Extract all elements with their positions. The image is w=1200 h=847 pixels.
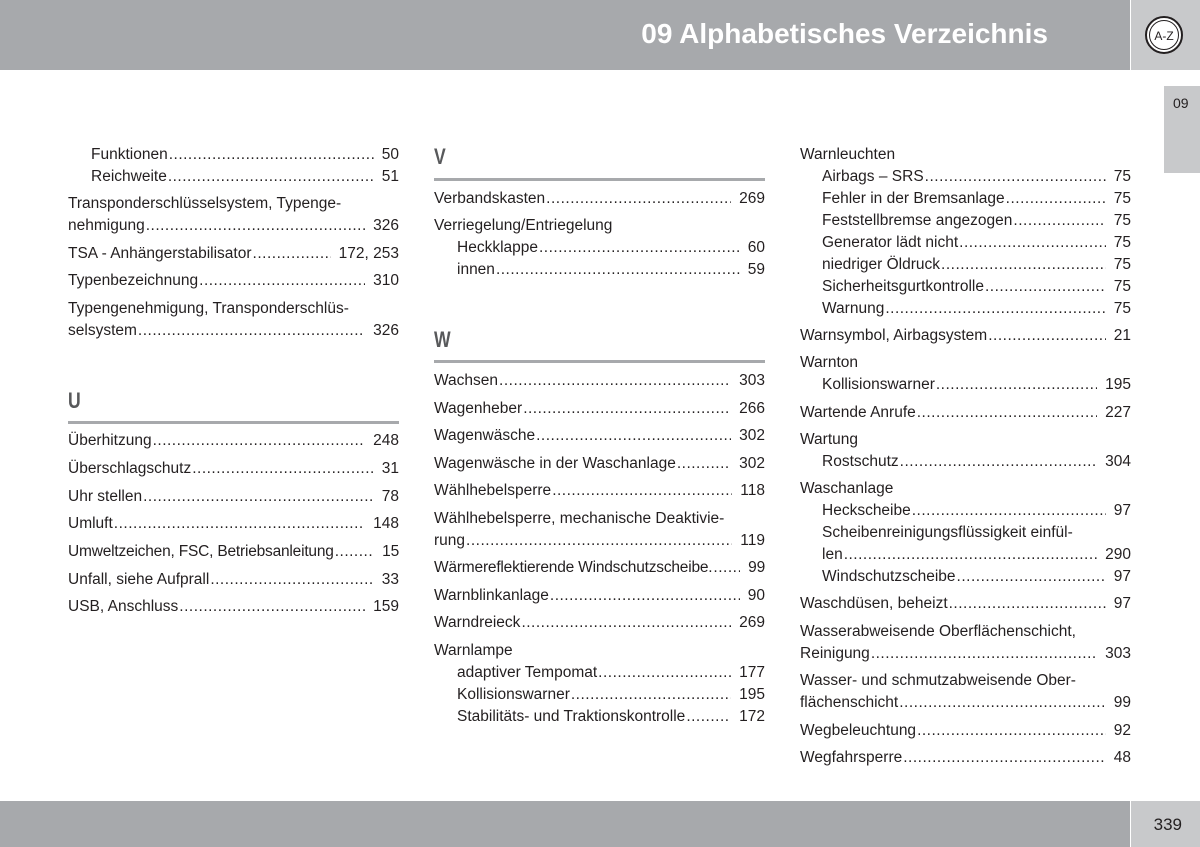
index-entry: Warnung ..... 75	[822, 298, 1131, 320]
index-entry: Wagenwäsche in der Waschanlage ..... 302	[434, 453, 765, 475]
index-entry: Reinigung ..... 303	[800, 643, 1131, 665]
chapter-tab	[1164, 86, 1200, 173]
index-entry: len ..... 290	[822, 544, 1131, 566]
page-number-box	[1131, 801, 1200, 847]
a-z-index-icon	[1144, 15, 1184, 55]
index-entry: Waschdüsen, beheizt ..... 97	[800, 593, 1131, 615]
index-entry-text: Scheibenreinigungsflüssigkeit einfül-	[822, 524, 1073, 541]
index-entry-text: Warnleuchten	[800, 146, 896, 163]
index-entry-text: Warnton	[800, 354, 859, 371]
page-number: 339	[1153, 815, 1182, 834]
index-entry: Unfall, siehe Aufprall ..... 33	[68, 569, 399, 591]
index-entry: nehmigung ..... 326	[68, 215, 399, 237]
index-entry: adaptiver Tempomat ..... 177	[457, 662, 765, 684]
section-letter-v: V	[434, 144, 446, 169]
index-entry: TSA - Anhängerstabilisator ..... 172, 253	[68, 243, 399, 265]
index-entry: Windschutzscheibe ..... 97	[822, 566, 1131, 588]
section-letter-w: W	[434, 327, 451, 352]
index-entry: Kollisionswarner ..... 195	[457, 684, 765, 706]
index-entry: Wegbeleuchtung ..... 92	[800, 720, 1131, 742]
index-entry: Airbags – SRS ..... 75	[822, 166, 1131, 188]
index-entry: Uhr stellen ..... 78	[68, 486, 399, 508]
index-entry: Rostschutz ..... 304	[822, 451, 1131, 473]
section-divider	[434, 178, 765, 181]
index-entry: niedriger Öldruck ..... 75	[822, 254, 1131, 276]
index-entry: Funktionen ..... 50	[91, 144, 399, 166]
page-footer	[0, 801, 1130, 847]
index-entry: Sicherheitsgurtkontrolle ..... 75	[822, 276, 1131, 298]
header-icon-box	[1131, 0, 1200, 70]
chapter-tab-label: 09	[1173, 95, 1189, 111]
index-entry: Warnblinkanlage ..... 90	[434, 585, 765, 607]
index-entry: Überhitzung ..... 248	[68, 430, 399, 452]
index-entry-text: Transponderschlüsselsystem, Typenge-	[68, 195, 342, 212]
index-entry-text: Wählhebelsperre, mechanische Deaktivie-	[434, 510, 725, 527]
index-entry: Reichweite ..... 51	[91, 166, 399, 188]
index-entry-text: Warnlampe	[434, 642, 513, 659]
index-entry: Wartende Anrufe ..... 227	[800, 402, 1131, 424]
index-entry-text: Verriegelung/Entriegelung	[434, 217, 613, 234]
index-entry-text: Wasserabweisende Oberflächenschicht,	[800, 623, 1076, 640]
index-entry: rung ..... 119	[434, 530, 765, 552]
index-entry: flächenschicht ..... 99	[800, 692, 1131, 714]
index-entry: Wagenheber ..... 266	[434, 398, 765, 420]
section-divider	[68, 421, 399, 424]
index-entry: Umweltzeichen, FSC, Betriebsanleitung ..... 15	[68, 541, 399, 563]
section-letter-u: U	[68, 388, 81, 413]
index-entry: Feststellbremse angezogen ..... 75	[822, 210, 1131, 232]
index-entry: Verbandskasten ..... 269	[434, 188, 765, 210]
index-entry: selsystem ..... 326	[68, 320, 399, 342]
index-entry: Generator lädt nicht ..... 75	[822, 232, 1131, 254]
index-entry: Wegfahrsperre ..... 48	[800, 747, 1131, 769]
index-entry: Heckklappe ..... 60	[457, 237, 765, 259]
page-header	[0, 0, 1130, 70]
index-entry: Fehler in der Bremsanlage ..... 75	[822, 188, 1131, 210]
index-entry-text: Wartung	[800, 431, 859, 448]
index-entry: innen ..... 59	[457, 259, 765, 281]
index-entry: USB, Anschluss ..... 159	[68, 596, 399, 618]
index-entry: Wachsen ..... 303	[434, 370, 765, 392]
index-entry-text: Waschanlage	[800, 480, 894, 497]
index-entry: Warndreieck ..... 269	[434, 612, 765, 634]
index-entry: Umluft ..... 148	[68, 513, 399, 535]
index-entry: Stabilitäts- und Traktionskontrolle ..... 172	[457, 706, 765, 728]
index-entry: Warnsymbol, Airbagsystem ..... 21	[800, 325, 1131, 347]
page-title: 09 Alphabetisches Verzeichnis	[641, 18, 1048, 49]
index-entry: Wählhebelsperre ..... 118	[434, 480, 765, 502]
index-entry: Kollisionswarner ..... 195	[822, 374, 1131, 396]
index-entry: Heckscheibe ..... 97	[822, 500, 1131, 522]
index-entry: Wagenwäsche ..... 302	[434, 425, 765, 447]
section-divider	[434, 360, 765, 363]
index-entry: Wärmereflektierende Windschutzscheibe. ..... 99	[434, 557, 765, 579]
index-entry-text: Typengenehmigung, Transponderschlüs-	[68, 300, 349, 317]
index-entry-text: Wasser- und schmutzabweisende Ober-	[800, 672, 1076, 689]
index-entry: Typenbezeichnung ..... 310	[68, 270, 399, 292]
svg-text:A-Z: A-Z	[1154, 29, 1174, 43]
index-entry: Überschlagschutz ..... 31	[68, 458, 399, 480]
